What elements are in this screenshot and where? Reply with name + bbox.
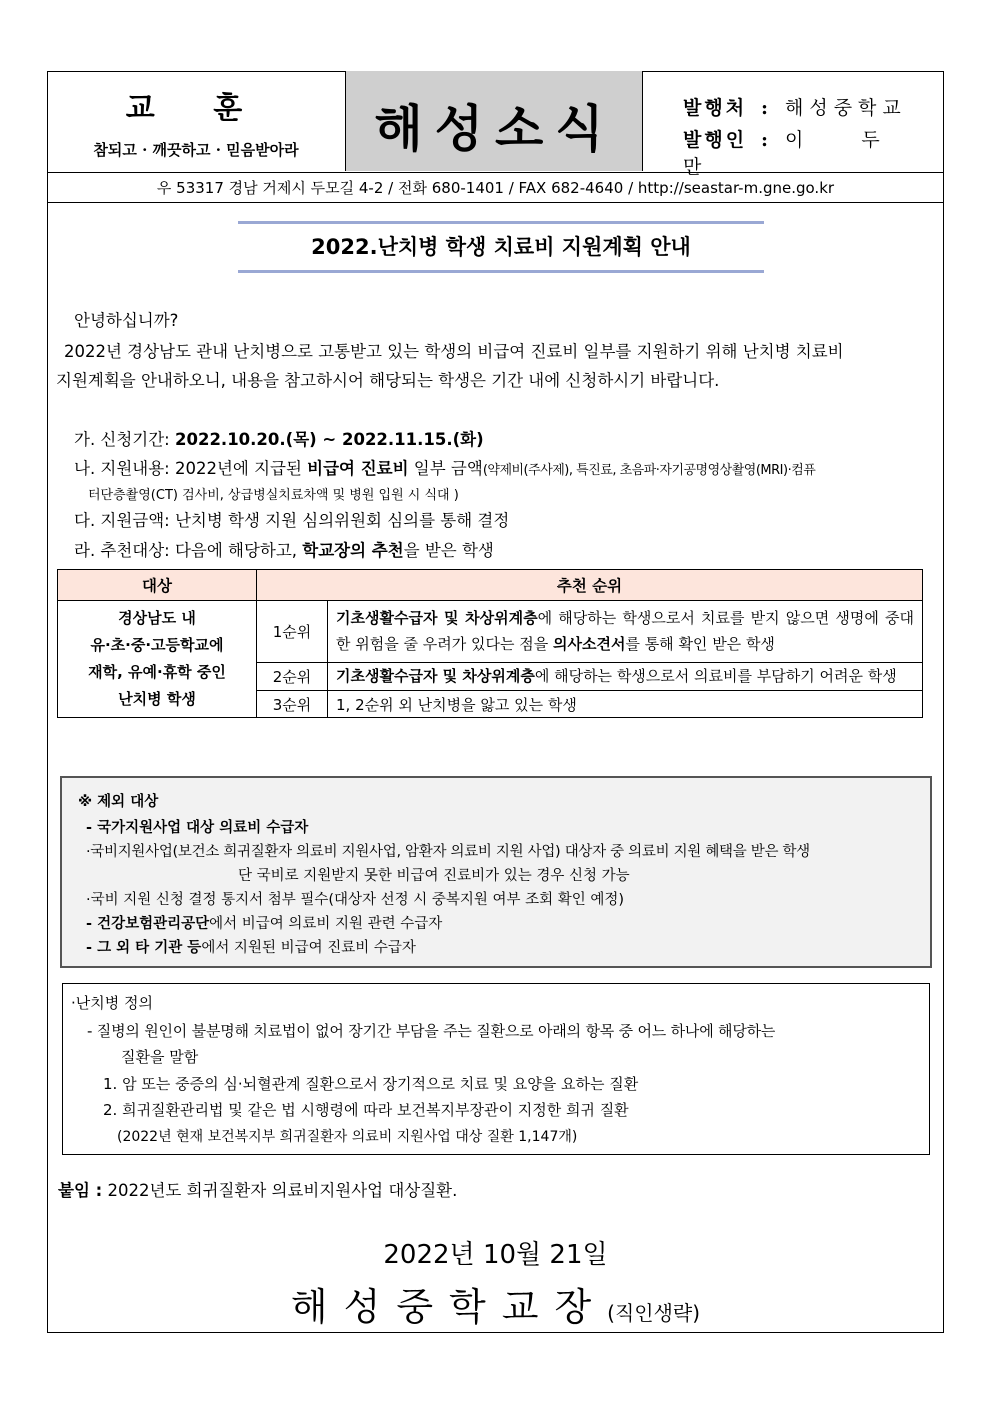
target-line: 경상남도 내 (118, 609, 196, 627)
publisher-row (683, 93, 907, 120)
item-b-bold: 비급여 진료비 (307, 459, 409, 478)
publisher-info (643, 71, 943, 178)
exclusion-line (86, 936, 416, 957)
col-target-header: 대상 (58, 570, 257, 601)
exclusion-rest: 에서 지원된 비급여 진료비 수급자 (201, 940, 416, 956)
newsletter-name: 해성소식 (374, 99, 616, 158)
attachment-note (58, 1177, 457, 1201)
rank-desc-bold-2: 의사소견서 (552, 635, 626, 654)
item-support-content (74, 455, 815, 479)
target-line: 유·초·중·고등학교에 (90, 636, 224, 654)
school-address: 우 53317 경남 거제시 두모길 4-2 / 전화 680-1401 / FAX 682-4640 / http://seastar-m.gne.go.kr (47, 173, 944, 203)
intro-line-1: 2022년 경상남도 관내 난치병으로 고통받고 있는 학생의 비급여 진료비 일부를 지원하기 위해 난치병 치료비 (64, 342, 844, 361)
col-rank-header: 추천 순위 (257, 570, 923, 601)
item-d-label: 라. 추천대상: 다음에 해당하고, (74, 541, 303, 560)
exclusion-line: ·국비 지원 신청 결정 통지서 첨부 필수(대상자 선정 시 중복지원 여부 조회 확인 예정) (86, 892, 625, 908)
definition-line: 2. 희귀질환관리법 및 같은 법 시행령에 따라 보건복지부장관이 지정한 희귀 질환 (103, 1101, 629, 1119)
rank-desc-bold: 기초생활수급자 및 차상위계층 (336, 609, 538, 628)
greeting: 안녕하십니까? (74, 311, 179, 330)
issue-date: 2022년 10월 21일 (383, 1240, 608, 1270)
rank-cell: 1순위 (257, 601, 328, 663)
rank-cell: 2순위 (257, 662, 328, 690)
attachment-label: 붙임 : (58, 1181, 103, 1200)
definition-line: 질환을 말함 (121, 1048, 199, 1066)
table-row (58, 601, 923, 663)
definition-box (62, 983, 930, 1155)
attachment-text: 2022년도 희귀질환자 의료비지원사업 대상질환. (102, 1181, 458, 1200)
exclusion-line: ·국비지원사업(보건소 희귀질환자 의료비 지원사업, 암환자 의료비 지원 사업) 대상자 중 의료비 지원 혜택을 받은 학생 (86, 844, 810, 860)
school-motto (47, 71, 345, 171)
rank-desc-cell (328, 601, 923, 663)
separator: : (761, 97, 769, 119)
newsletter-logo (345, 71, 643, 171)
item-recommend-target (74, 537, 494, 561)
exclusion-title: ※ 제외 대상 (78, 794, 159, 810)
definition-title: ·난치병 정의 (71, 994, 153, 1012)
rank-desc-cell (328, 662, 923, 690)
exclusion-box (60, 776, 932, 968)
separator: : (761, 129, 769, 151)
item-d-bold: 학교장의 추천 (302, 541, 404, 560)
target-cell (58, 601, 257, 718)
item-b-label: 나. 지원내용: 2022년에 지급된 (74, 459, 308, 478)
publisher-value: 해성중학교 (785, 97, 907, 119)
item-b-detail-2: 터단층촬영(CT) 검사비, 상급병실치료차액 및 병원 입원 시 식대 ) (88, 488, 459, 503)
rank-desc-bold: 기초생활수급자 및 차상위계층 (336, 666, 535, 685)
rank-desc-cell: 1, 2순위 외 난치병을 앓고 있는 학생 (328, 691, 923, 718)
issuer-label: 발행인 (683, 129, 748, 151)
rank-cell: 3순위 (257, 691, 328, 718)
recommendation-table (57, 569, 923, 718)
item-support-amount: 다. 지원금액: 난치병 학생 지원 심의위원회 심의를 통해 결정 (74, 511, 510, 530)
exclusion-bold: - 그 외 타 기관 등 (86, 940, 202, 956)
item-application-period (74, 426, 484, 450)
item-a-value: 2022.10.20.(목) ~ 2022.11.15.(화) (175, 430, 484, 449)
signer-name: 해성중학교장 (290, 1285, 608, 1329)
intro-line-2: 지원계획을 안내하오니, 내용을 참고하시어 해당되는 학생은 기간 내에 신청하시기 바랍니다. (56, 371, 720, 390)
target-line: 난치병 학생 (118, 690, 196, 708)
rank-desc-text: 에 해당하는 학생으로서 치료를 받지 않으면 생명에 중대한 위험을 줄 우려가 있다는 점을 (336, 609, 914, 654)
motto-text: 참되고 · 깨끗하고 · 믿음받아라 (93, 141, 299, 159)
definition-line: 1. 암 또는 중증의 심·뇌혈관계 질환으로서 장기적으로 치료 및 요양을 요하는 질환 (103, 1075, 639, 1093)
publisher-label: 발행처 (683, 97, 748, 119)
item-b-rest: 일부 금액 (408, 459, 483, 478)
item-b-detail-1: (약제비(주사제), 특진료, 초음파·자기공명영상촬영(MRI)·컴퓨 (482, 463, 816, 478)
page-title: 2022.난치병 학생 치료비 지원계획 안내 (238, 221, 764, 273)
definition-line: (2022년 현재 보건복지부 희귀질환자 의료비 지원사업 대상 질환 1,147개) (117, 1129, 578, 1145)
newsletter-header (47, 71, 944, 178)
target-line: 재학, 유예·휴학 중인 (88, 663, 226, 681)
exclusion-line: 단 국비로 지원받지 못한 비급여 진료비가 있는 경우 신청 가능 (238, 868, 630, 884)
motto-title: 교 훈 (125, 91, 267, 126)
item-a-label: 가. 신청기간: (74, 430, 175, 449)
exclusion-line: - 국가지원사업 대상 의료비 수급자 (86, 820, 309, 836)
rank-desc-text-2: 를 통해 확인 받은 학생 (625, 635, 775, 654)
exclusion-rest: 에서 비급여 의료비 지원 관련 수급자 (209, 916, 443, 932)
rank-desc-text: 에 해당하는 학생으로서 의료비를 부담하기 어려운 학생 (534, 666, 897, 685)
issuer-row (683, 125, 943, 179)
definition-line: - 질병의 원인이 불분명해 치료법이 없어 장기간 부담을 주는 질환으로 아래의 항목 중 어느 하나에 해당하는 (87, 1022, 776, 1040)
item-d-rest: 을 받은 학생 (403, 541, 494, 560)
seal-note: (직인생략) (607, 1301, 701, 1325)
issuer-value: 이 두 만 (683, 129, 906, 178)
signature-line (47, 1276, 944, 1331)
table-header-row (58, 570, 923, 601)
exclusion-line (86, 912, 442, 933)
exclusion-bold: - 건강보험관리공단 (86, 916, 210, 932)
